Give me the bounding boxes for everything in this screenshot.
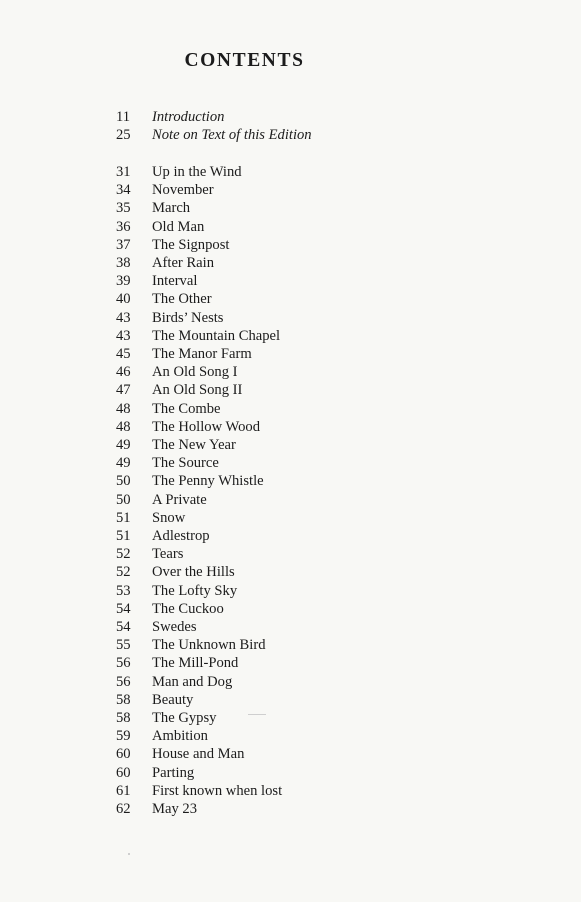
page-number: 37 [116, 236, 131, 253]
paper-mark [248, 714, 266, 715]
entry-title: The Source [152, 455, 219, 472]
page-number: 58 [116, 710, 131, 726]
page-number: 34 [116, 182, 131, 199]
entry-title: Swedes [152, 619, 197, 635]
entry-title: The Signpost [152, 236, 230, 253]
entry-title: Introduction [152, 109, 225, 125]
page-number: 59 [116, 728, 131, 745]
entry-title: Note on Text of this Edition [152, 127, 312, 144]
entry-title: After Rain [152, 255, 215, 271]
page-number: 47 [116, 382, 131, 399]
entry-title: The Lofty Sky [152, 582, 238, 599]
entry-title: The Cuckoo [152, 600, 224, 617]
entry-title: Tears [152, 546, 184, 563]
entry-title: The Mill-Pond [152, 655, 239, 672]
entry-title: An Old Song II [152, 382, 243, 399]
page-number: 48 [116, 418, 131, 435]
page-number: 36 [116, 218, 131, 235]
page-number: 40 [116, 291, 131, 308]
page-number: 52 [116, 546, 131, 563]
contents-heading: CONTENTS [184, 50, 305, 71]
entry-title: The Other [152, 291, 212, 308]
entry-title: A Private [152, 491, 207, 508]
entry-title: The Manor Farm [152, 346, 252, 362]
page-number: 49 [116, 437, 131, 453]
page-number: 43 [116, 327, 131, 344]
entry-title: Old Man [152, 218, 205, 235]
page-number: 48 [116, 400, 131, 417]
page-number: 50 [116, 491, 131, 508]
entry-title: The Gypsy [152, 710, 217, 726]
entry-title: The Hollow Wood [152, 418, 260, 435]
page-number: 49 [116, 455, 131, 472]
entry-title: Interval [152, 273, 198, 290]
page-number: 11 [116, 109, 131, 125]
entry-title: Over the Hills [152, 564, 235, 581]
entry-title: Adlestrop [152, 528, 210, 544]
page-number: 51 [116, 509, 131, 526]
entry-title: Up in the Wind [152, 164, 242, 180]
page-number: 39 [116, 273, 131, 290]
paper-mark [128, 853, 130, 855]
page-number: 35 [116, 200, 131, 217]
page-number: 53 [116, 582, 131, 599]
page-number: 52 [116, 564, 131, 581]
page-number: 62 [116, 801, 131, 817]
entry-title: House and Man [152, 746, 245, 763]
entry-title: The Unknown Bird [152, 637, 266, 654]
entry-title: Parting [152, 764, 195, 781]
entry-title: Ambition [152, 728, 208, 745]
page-number: 56 [116, 655, 131, 672]
page-number: 58 [116, 691, 131, 708]
page-number: 60 [116, 764, 131, 781]
entry-title: Beauty [152, 691, 194, 708]
entry-title: March [152, 200, 191, 217]
page-number: 31 [116, 164, 131, 180]
page-number: 50 [116, 473, 131, 490]
page-number: 25 [116, 127, 131, 144]
page-number: 43 [116, 309, 131, 326]
entry-title: November [152, 182, 214, 199]
page-number: 55 [116, 637, 131, 654]
entry-title: Birds’ Nests [152, 309, 224, 326]
page-number: 51 [116, 528, 131, 544]
page-number: 45 [116, 346, 131, 362]
page-number: 54 [116, 600, 131, 617]
entry-title: Man and Dog [152, 673, 233, 690]
entry-title: The New Year [152, 437, 236, 453]
entry-title: The Mountain Chapel [152, 327, 281, 344]
entry-title: First known when lost [152, 782, 283, 799]
page-number: 46 [116, 364, 131, 381]
entry-title: An Old Song I [152, 364, 238, 381]
page-number: 60 [116, 746, 131, 763]
entry-title: May 23 [152, 801, 197, 817]
entry-title: Snow [152, 509, 186, 526]
entry-title: The Penny Whistle [152, 473, 264, 490]
entry-title: The Combe [152, 400, 221, 417]
page-number: 61 [116, 782, 131, 799]
page-number: 56 [116, 673, 131, 690]
page-number: 54 [116, 619, 131, 635]
page-number: 38 [116, 255, 131, 271]
